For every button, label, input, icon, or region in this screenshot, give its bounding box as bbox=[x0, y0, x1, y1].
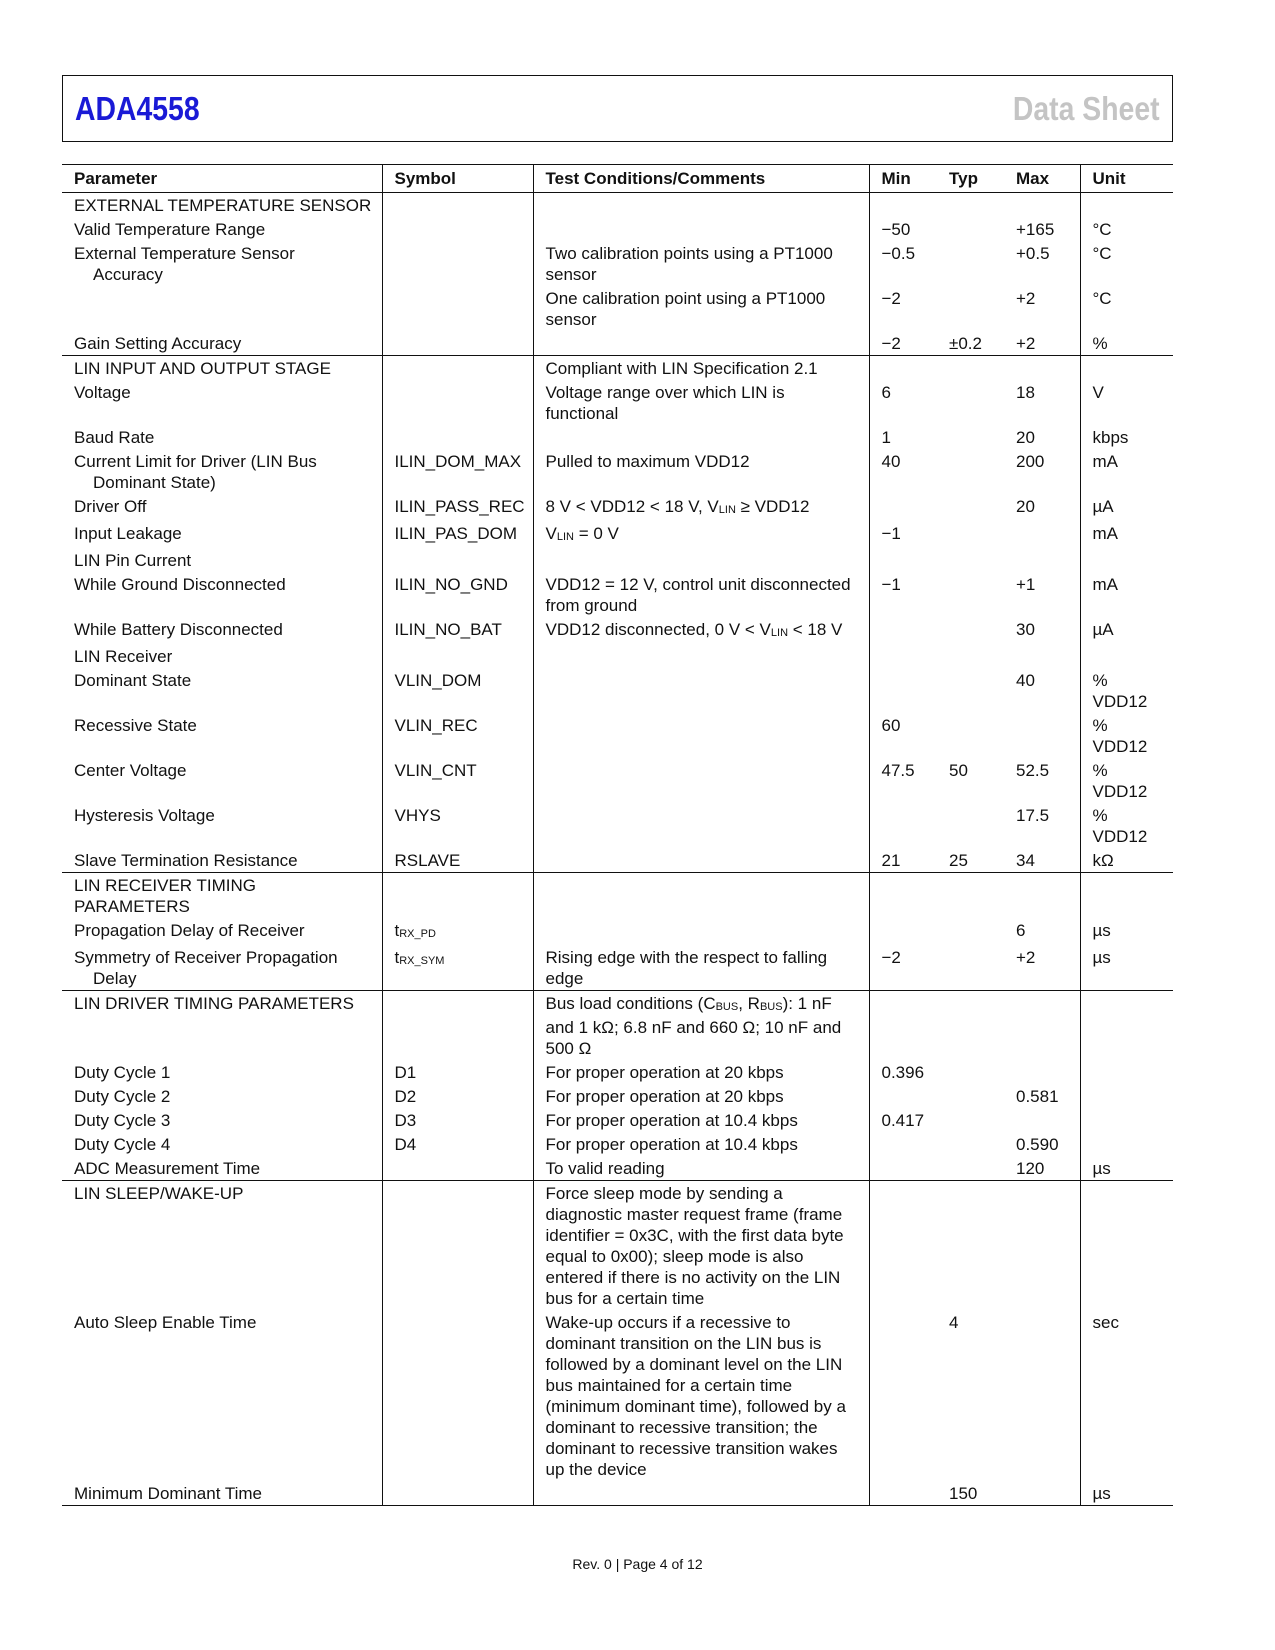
unit-cell: mA bbox=[1092, 524, 1118, 543]
page-header bbox=[62, 75, 1173, 142]
table-row bbox=[62, 848, 1173, 873]
table-row bbox=[62, 217, 1173, 241]
condition-cell: Two calibration points using a PT1000 sensor bbox=[533, 241, 869, 286]
min-cell: −2 bbox=[869, 331, 937, 356]
typ-cell: 25 bbox=[937, 848, 1004, 873]
condition-cell: VDD12 = 12 V, control unit disconnected from ground bbox=[533, 572, 869, 617]
max-cell: 200 bbox=[1004, 449, 1080, 494]
unit-cell: µs bbox=[1092, 921, 1111, 940]
max-cell: 20 bbox=[1004, 425, 1080, 449]
unit-cell: % VDD12 bbox=[1092, 761, 1148, 801]
condition-cell: Wake-up occurs if a recessive to dominant transition on the LIN bus is followed by a dominant level on the LIN bus maintained for a certain time (minimum dominant time), followed by a dominant to recessive transition; the dominant to recessive transition wakes up the device bbox=[533, 1310, 869, 1481]
condition-cell: 8 V < VDD12 < 18 V, $V_{LIN} \ge VDD12$ bbox=[533, 494, 869, 521]
max-cell: +1 bbox=[1004, 572, 1080, 617]
condition-cell: Rising edge with the respect to falling edge bbox=[533, 945, 869, 991]
parameter-cell: LIN Receiver bbox=[62, 644, 382, 668]
table-row bbox=[62, 241, 1173, 286]
unit-cell: °C bbox=[1092, 244, 1112, 263]
max-cell: +2 bbox=[1004, 286, 1080, 331]
symbol-cell: VLIN_DOM bbox=[382, 668, 533, 713]
min-cell: −1 bbox=[881, 524, 901, 543]
table-row bbox=[62, 286, 1173, 331]
table-row bbox=[62, 1060, 1173, 1084]
unit-cell: % VDD12 bbox=[1092, 806, 1148, 846]
parameter-cell: While Battery Disconnected bbox=[62, 617, 382, 644]
max-cell: 0.590 bbox=[1004, 1132, 1080, 1156]
table-row bbox=[62, 918, 1173, 945]
parameter-cell: Symmetry of Receiver Propagation Delay bbox=[62, 945, 382, 991]
parameter-cell: While Ground Disconnected bbox=[62, 572, 382, 617]
symbol-cell: D2 bbox=[382, 1084, 533, 1108]
parameter-cell: Duty Cycle 2 bbox=[62, 1084, 382, 1108]
table-row bbox=[62, 193, 1173, 218]
symbol-cell: D4 bbox=[382, 1132, 533, 1156]
max-cell: 30 bbox=[1004, 617, 1080, 644]
symbol-cell: D3 bbox=[382, 1108, 533, 1132]
symbol-cell: $t_{RX\_PD}$ bbox=[382, 918, 533, 945]
max-cell: 34 bbox=[1004, 848, 1080, 873]
min-cell: 0.417 bbox=[881, 1111, 925, 1130]
table-row bbox=[62, 668, 1173, 713]
condition-cell: Force sleep mode by sending a diagnostic master request frame (frame identifier = 0x3C, with the first data byte equal to 0x00); sleep mode is also entered if there is no activity on the LIN bus for a certain time bbox=[533, 1181, 869, 1311]
parameter-cell: Minimum Dominant Time bbox=[62, 1481, 382, 1506]
table-row bbox=[62, 758, 1173, 803]
min-cell: −50 bbox=[881, 220, 911, 239]
condition-cell: $V_{LIN} = 0$ V bbox=[533, 521, 869, 548]
section-title: LIN INPUT AND OUTPUT STAGE bbox=[62, 356, 382, 381]
min-cell: −2 bbox=[869, 945, 937, 991]
unit-cell: kΩ bbox=[1080, 848, 1173, 873]
max-cell: 17.5 bbox=[1004, 803, 1080, 848]
symbol-cell: D1 bbox=[382, 1060, 533, 1084]
table-row bbox=[62, 644, 1173, 668]
table-row bbox=[62, 617, 1173, 644]
unit-cell: °C bbox=[1092, 289, 1112, 308]
table-row bbox=[62, 494, 1173, 521]
min-cell: 6 bbox=[881, 383, 891, 402]
symbol-cell: VLIN_REC bbox=[382, 713, 533, 758]
table-row bbox=[62, 945, 1173, 991]
symbol-cell: VHYS bbox=[382, 803, 533, 848]
unit-cell: % VDD12 bbox=[1092, 716, 1148, 756]
min-cell: 47.5 bbox=[881, 761, 915, 780]
unit-cell: sec bbox=[1092, 1313, 1119, 1332]
min-cell: 40 bbox=[881, 452, 901, 471]
table-row bbox=[62, 1084, 1173, 1108]
condition-cell: VDD12 disconnected, 0 $V < V_{LIN} < 18$ V bbox=[533, 617, 869, 644]
table-row bbox=[62, 1310, 1173, 1481]
column-header: Max bbox=[1004, 165, 1080, 193]
table-row bbox=[62, 1108, 1173, 1132]
table-row bbox=[62, 991, 1173, 1061]
unit-cell: µs bbox=[1080, 945, 1173, 991]
condition-cell: Compliant with LIN Specification 2.1 bbox=[533, 356, 869, 381]
section-title: LIN SLEEP/WAKE-UP bbox=[62, 1181, 382, 1311]
min-cell: −0.5 bbox=[881, 244, 916, 263]
table-row bbox=[62, 572, 1173, 617]
table-row bbox=[62, 1181, 1173, 1311]
condition-cell: One calibration point using a PT1000 sensor bbox=[533, 286, 869, 331]
typ-cell: ±0.2 bbox=[937, 331, 1004, 356]
table-row bbox=[62, 380, 1173, 425]
table-row bbox=[62, 1481, 1173, 1506]
max-cell: 0.581 bbox=[1004, 1084, 1080, 1108]
parameter-cell: Input Leakage bbox=[62, 521, 382, 548]
parameter-cell: Dominant State bbox=[62, 668, 382, 713]
max-cell: 6 bbox=[1004, 918, 1080, 945]
min-cell: −2 bbox=[881, 289, 901, 308]
unit-cell: mA bbox=[1092, 575, 1118, 594]
min-cell: 0.396 bbox=[881, 1063, 925, 1082]
min-cell: 60 bbox=[881, 716, 901, 735]
section-title: EXTERNAL TEMPERATURE SENSOR bbox=[62, 193, 382, 218]
max-cell: 18 bbox=[1004, 380, 1080, 425]
max-cell: 52.5 bbox=[1004, 758, 1080, 803]
column-header: Unit bbox=[1080, 165, 1173, 193]
condition-cell: For proper operation at 10.4 kbps bbox=[533, 1132, 869, 1156]
condition-cell: Bus load conditions ($C_{BUS}$, $R_{BUS}$): 1 nF and 1 kΩ; 6.8 nF and 660 Ω; 10 nF and 500 Ω bbox=[533, 991, 869, 1061]
typ-cell: 4 bbox=[949, 1313, 959, 1332]
condition-cell: For proper operation at 20 kbps bbox=[533, 1060, 869, 1084]
symbol-cell: ILIN_DOM_MAX bbox=[382, 449, 533, 494]
parameter-cell: Duty Cycle 1 bbox=[62, 1060, 382, 1084]
symbol-cell: $t_{RX\_SYM}$ bbox=[382, 945, 533, 991]
column-header: Test Conditions/Comments bbox=[533, 165, 869, 193]
min-cell: 1 bbox=[881, 428, 891, 447]
parameter-cell: LIN Pin Current bbox=[62, 548, 382, 572]
max-cell: +2 bbox=[1004, 945, 1080, 991]
parameter-cell: External Temperature Sensor Accuracy bbox=[62, 241, 382, 286]
max-cell: 40 bbox=[1004, 668, 1080, 713]
unit-cell: µA bbox=[1092, 620, 1114, 639]
symbol-cell: RSLAVE bbox=[382, 848, 533, 873]
table-row bbox=[62, 425, 1173, 449]
condition-cell: Voltage range over which LIN is functional bbox=[533, 380, 869, 425]
parameter-cell: Slave Termination Resistance bbox=[62, 848, 382, 873]
table-row bbox=[62, 713, 1173, 758]
table-row bbox=[62, 331, 1173, 356]
document-type: Data Sheet bbox=[1013, 90, 1160, 127]
parameter-cell: Gain Setting Accuracy bbox=[62, 331, 382, 356]
parameter-cell: Valid Temperature Range bbox=[62, 217, 382, 241]
parameter-cell: Driver Off bbox=[62, 494, 382, 521]
column-header: Min bbox=[869, 165, 937, 193]
unit-cell: % bbox=[1080, 331, 1173, 356]
symbol-cell: ILIN_NO_BAT bbox=[382, 617, 533, 644]
unit-cell: µs bbox=[1080, 1481, 1173, 1506]
product-name: ADA4558 bbox=[75, 90, 200, 127]
max-cell: +165 bbox=[1004, 217, 1080, 241]
condition-cell: For proper operation at 20 kbps bbox=[533, 1084, 869, 1108]
unit-cell: % VDD12 bbox=[1092, 671, 1148, 711]
symbol-cell: ILIN_PASS_REC bbox=[382, 494, 533, 521]
condition-cell: Pulled to maximum VDD12 bbox=[533, 449, 869, 494]
section-title: LIN RECEIVER TIMING PARAMETERS bbox=[62, 873, 382, 919]
unit-cell: kbps bbox=[1092, 428, 1129, 447]
table-row bbox=[62, 803, 1173, 848]
parameter-cell: Duty Cycle 4 bbox=[62, 1132, 382, 1156]
symbol-cell: ILIN_PAS_DOM bbox=[382, 521, 533, 548]
symbol-cell: ILIN_NO_GND bbox=[382, 572, 533, 617]
parameter-cell: Baud Rate bbox=[62, 425, 382, 449]
table-row bbox=[62, 521, 1173, 548]
parameter-cell: ADC Measurement Time bbox=[62, 1156, 382, 1181]
parameter-cell: Propagation Delay of Receiver bbox=[62, 918, 382, 945]
parameter-cell: Auto Sleep Enable Time bbox=[62, 1310, 382, 1481]
table-row bbox=[62, 356, 1173, 381]
specifications-table bbox=[62, 164, 1173, 1506]
column-header: Parameter bbox=[62, 165, 382, 193]
unit-cell: µs bbox=[1080, 1156, 1173, 1181]
typ-cell: 150 bbox=[937, 1481, 1004, 1506]
unit-cell: °C bbox=[1092, 220, 1112, 239]
parameter-cell: Hysteresis Voltage bbox=[62, 803, 382, 848]
table-row bbox=[62, 1132, 1173, 1156]
parameter-cell: Current Limit for Driver (LIN Bus Dominant State) bbox=[62, 449, 382, 494]
parameter-cell: Duty Cycle 3 bbox=[62, 1108, 382, 1132]
parameter-cell: Voltage bbox=[62, 380, 382, 425]
min-cell: −1 bbox=[881, 575, 901, 594]
unit-cell: mA bbox=[1092, 452, 1118, 471]
column-header: Typ bbox=[937, 165, 1004, 193]
symbol-cell: VLIN_CNT bbox=[382, 758, 533, 803]
table-header-row bbox=[62, 165, 1173, 193]
condition-cell: To valid reading bbox=[533, 1156, 869, 1181]
table-row bbox=[62, 873, 1173, 919]
max-cell: +0.5 bbox=[1004, 241, 1080, 286]
parameter-cell: Center Voltage bbox=[62, 758, 382, 803]
max-cell: 120 bbox=[1004, 1156, 1080, 1181]
table-row bbox=[62, 548, 1173, 572]
typ-cell: 50 bbox=[949, 761, 968, 780]
condition-cell: For proper operation at 10.4 kbps bbox=[533, 1108, 869, 1132]
max-cell: 20 bbox=[1004, 494, 1080, 521]
min-cell: 21 bbox=[869, 848, 937, 873]
table-row bbox=[62, 1156, 1173, 1181]
unit-cell: V bbox=[1092, 383, 1104, 402]
section-title: LIN DRIVER TIMING PARAMETERS bbox=[62, 991, 382, 1061]
table-row bbox=[62, 449, 1173, 494]
column-header: Symbol bbox=[382, 165, 533, 193]
parameter-cell: Recessive State bbox=[62, 713, 382, 758]
unit-cell: µA bbox=[1092, 497, 1114, 516]
page-footer: Rev. 0 | Page 4 of 12 bbox=[572, 1556, 703, 1572]
max-cell: +2 bbox=[1004, 331, 1080, 356]
